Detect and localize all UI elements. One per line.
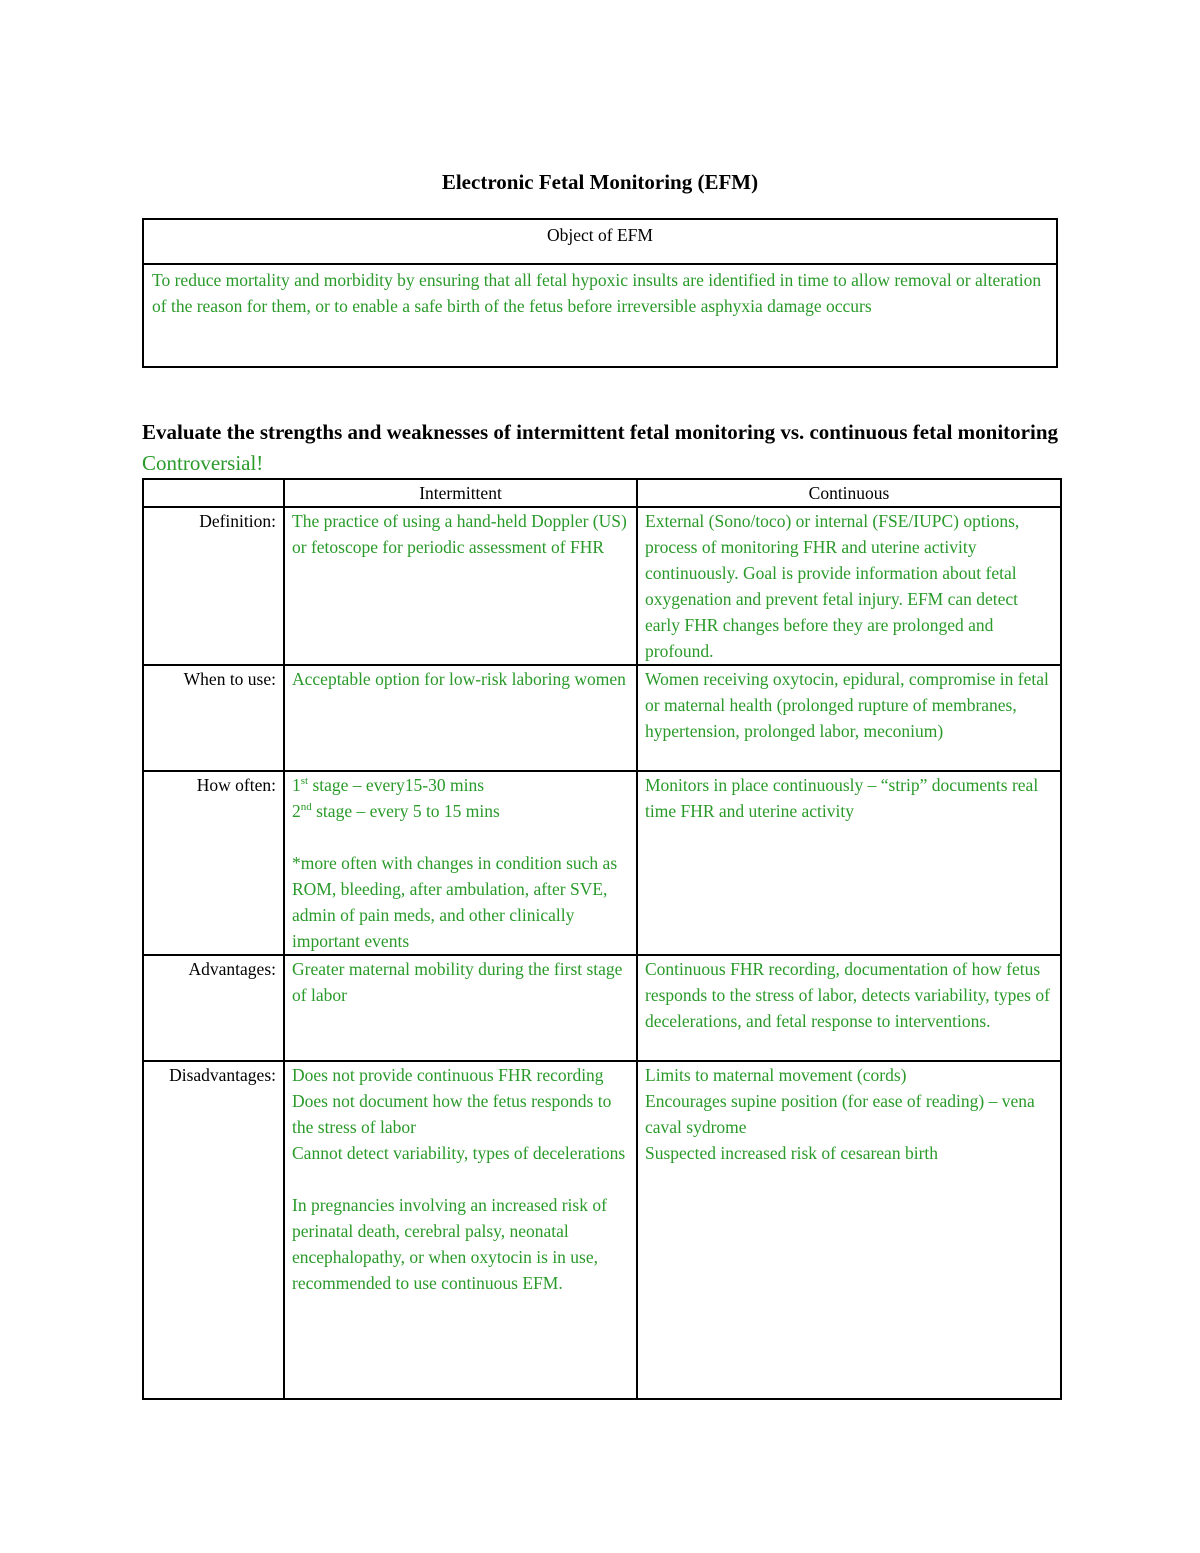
blank-line <box>292 824 629 850</box>
table-row <box>143 955 1061 1061</box>
cell-line: Monitors in place continuously – “strip” documents real time FHR and uterine activity <box>645 775 1039 821</box>
row-label: Definition: <box>143 507 284 665</box>
comparison-table <box>142 478 1062 1400</box>
cell-line: Encourages supine position (for ease of reading) – vena caval sydrome <box>645 1091 1035 1137</box>
row-label: When to use: <box>143 665 284 771</box>
row-label: Advantages: <box>143 955 284 1061</box>
header-intermittent: Intermittent <box>284 479 637 507</box>
object-of-efm-box <box>142 218 1058 368</box>
stage-2-num: 2 <box>292 801 301 821</box>
object-box-header: Object of EFM <box>144 220 1056 265</box>
cell-note: In pregnancies involving an increased risk of perinatal death, cerebral palsy, neonatal encephalopathy, or when oxytocin is in use, recommended to use continuous EFM. <box>292 1195 607 1293</box>
cell-line: Limits to maternal movement (cords) <box>645 1065 907 1085</box>
stage-2-sup: nd <box>300 801 312 814</box>
stage-2-text: stage – every 5 to 15 mins <box>311 801 500 821</box>
table-row <box>143 665 1061 771</box>
continuous-cell <box>637 771 1061 955</box>
continuous-cell <box>637 507 1061 665</box>
row-label: Disadvantages: <box>143 1061 284 1399</box>
object-box-text: To reduce mortality and morbidity by ensuring that all fetal hypoxic insults are identified in time to allow removal or alteration of the reason for them, or to enable a safe birth of the fetus before irreversible asphyxia damage occurs <box>152 270 1042 316</box>
intermittent-cell <box>284 771 637 955</box>
continuous-cell <box>637 1061 1061 1399</box>
intermittent-cell <box>284 507 637 665</box>
intermittent-cell <box>284 665 637 771</box>
cell-line: Greater maternal mobility during the first stage of labor <box>292 959 623 1005</box>
blank-line <box>292 1166 629 1192</box>
cell-line: Does not provide continuous FHR recording <box>292 1065 604 1085</box>
question-text: Evaluate the strengths and weaknesses of intermittent fetal monitoring vs. continuous fetal monitoring <box>142 420 1059 444</box>
cell-line: Women receiving oxytocin, epidural, compromise in fetal or maternal health (prolonged rupture of membranes, hypertension, prolonged labor, meconium) <box>645 669 1049 741</box>
table-header-row <box>143 479 1061 507</box>
stage-1-sup: st <box>300 775 309 788</box>
cell-line: The practice of using a hand-held Doppler (US) or fetoscope for periodic assessment of FHR <box>292 511 627 557</box>
cell-line: Acceptable option for low-risk laboring women <box>292 669 626 689</box>
intermittent-cell <box>284 1061 637 1399</box>
continuous-cell <box>637 955 1061 1061</box>
stage-1-line <box>292 772 629 798</box>
stage-1-text: stage – every15-30 mins <box>308 775 485 795</box>
cell-line: Does not document how the fetus responds to the stress of labor <box>292 1091 612 1137</box>
stage-1-num: 1 <box>292 775 301 795</box>
cell-line: Cannot detect variability, types of decelerations <box>292 1143 626 1163</box>
page-title: Electronic Fetal Monitoring (EFM) <box>441 170 759 194</box>
row-label: How often: <box>143 771 284 955</box>
question-note: Controversial! <box>142 451 264 475</box>
question-heading <box>142 417 1067 479</box>
table-row <box>143 771 1061 955</box>
cell-line: Continuous FHR recording, documentation of how fetus responds to the stress of labor, detects variability, types of decelerations, and fetal response to interventions. <box>645 959 1050 1031</box>
cell-line: External (Sono/toco) or internal (FSE/IUPC) options, process of monitoring FHR and uterine activity continuously. Goal is provide information about fetal oxygenation and prevent fetal injury. EFM can detect early FHR changes before they are prolonged and profound. <box>645 511 1020 661</box>
cell-note: *more often with changes in condition such as ROM, bleeding, after ambulation, after SVE, admin of pain meds, and other clinically important events <box>292 853 618 951</box>
intermittent-cell <box>284 955 637 1061</box>
table-row <box>143 507 1061 665</box>
continuous-cell <box>637 665 1061 771</box>
table-row <box>143 1061 1061 1399</box>
header-continuous: Continuous <box>637 479 1061 507</box>
cell-line: Suspected increased risk of cesarean birth <box>645 1143 939 1163</box>
header-empty <box>143 479 284 507</box>
stage-2-line <box>292 798 629 824</box>
